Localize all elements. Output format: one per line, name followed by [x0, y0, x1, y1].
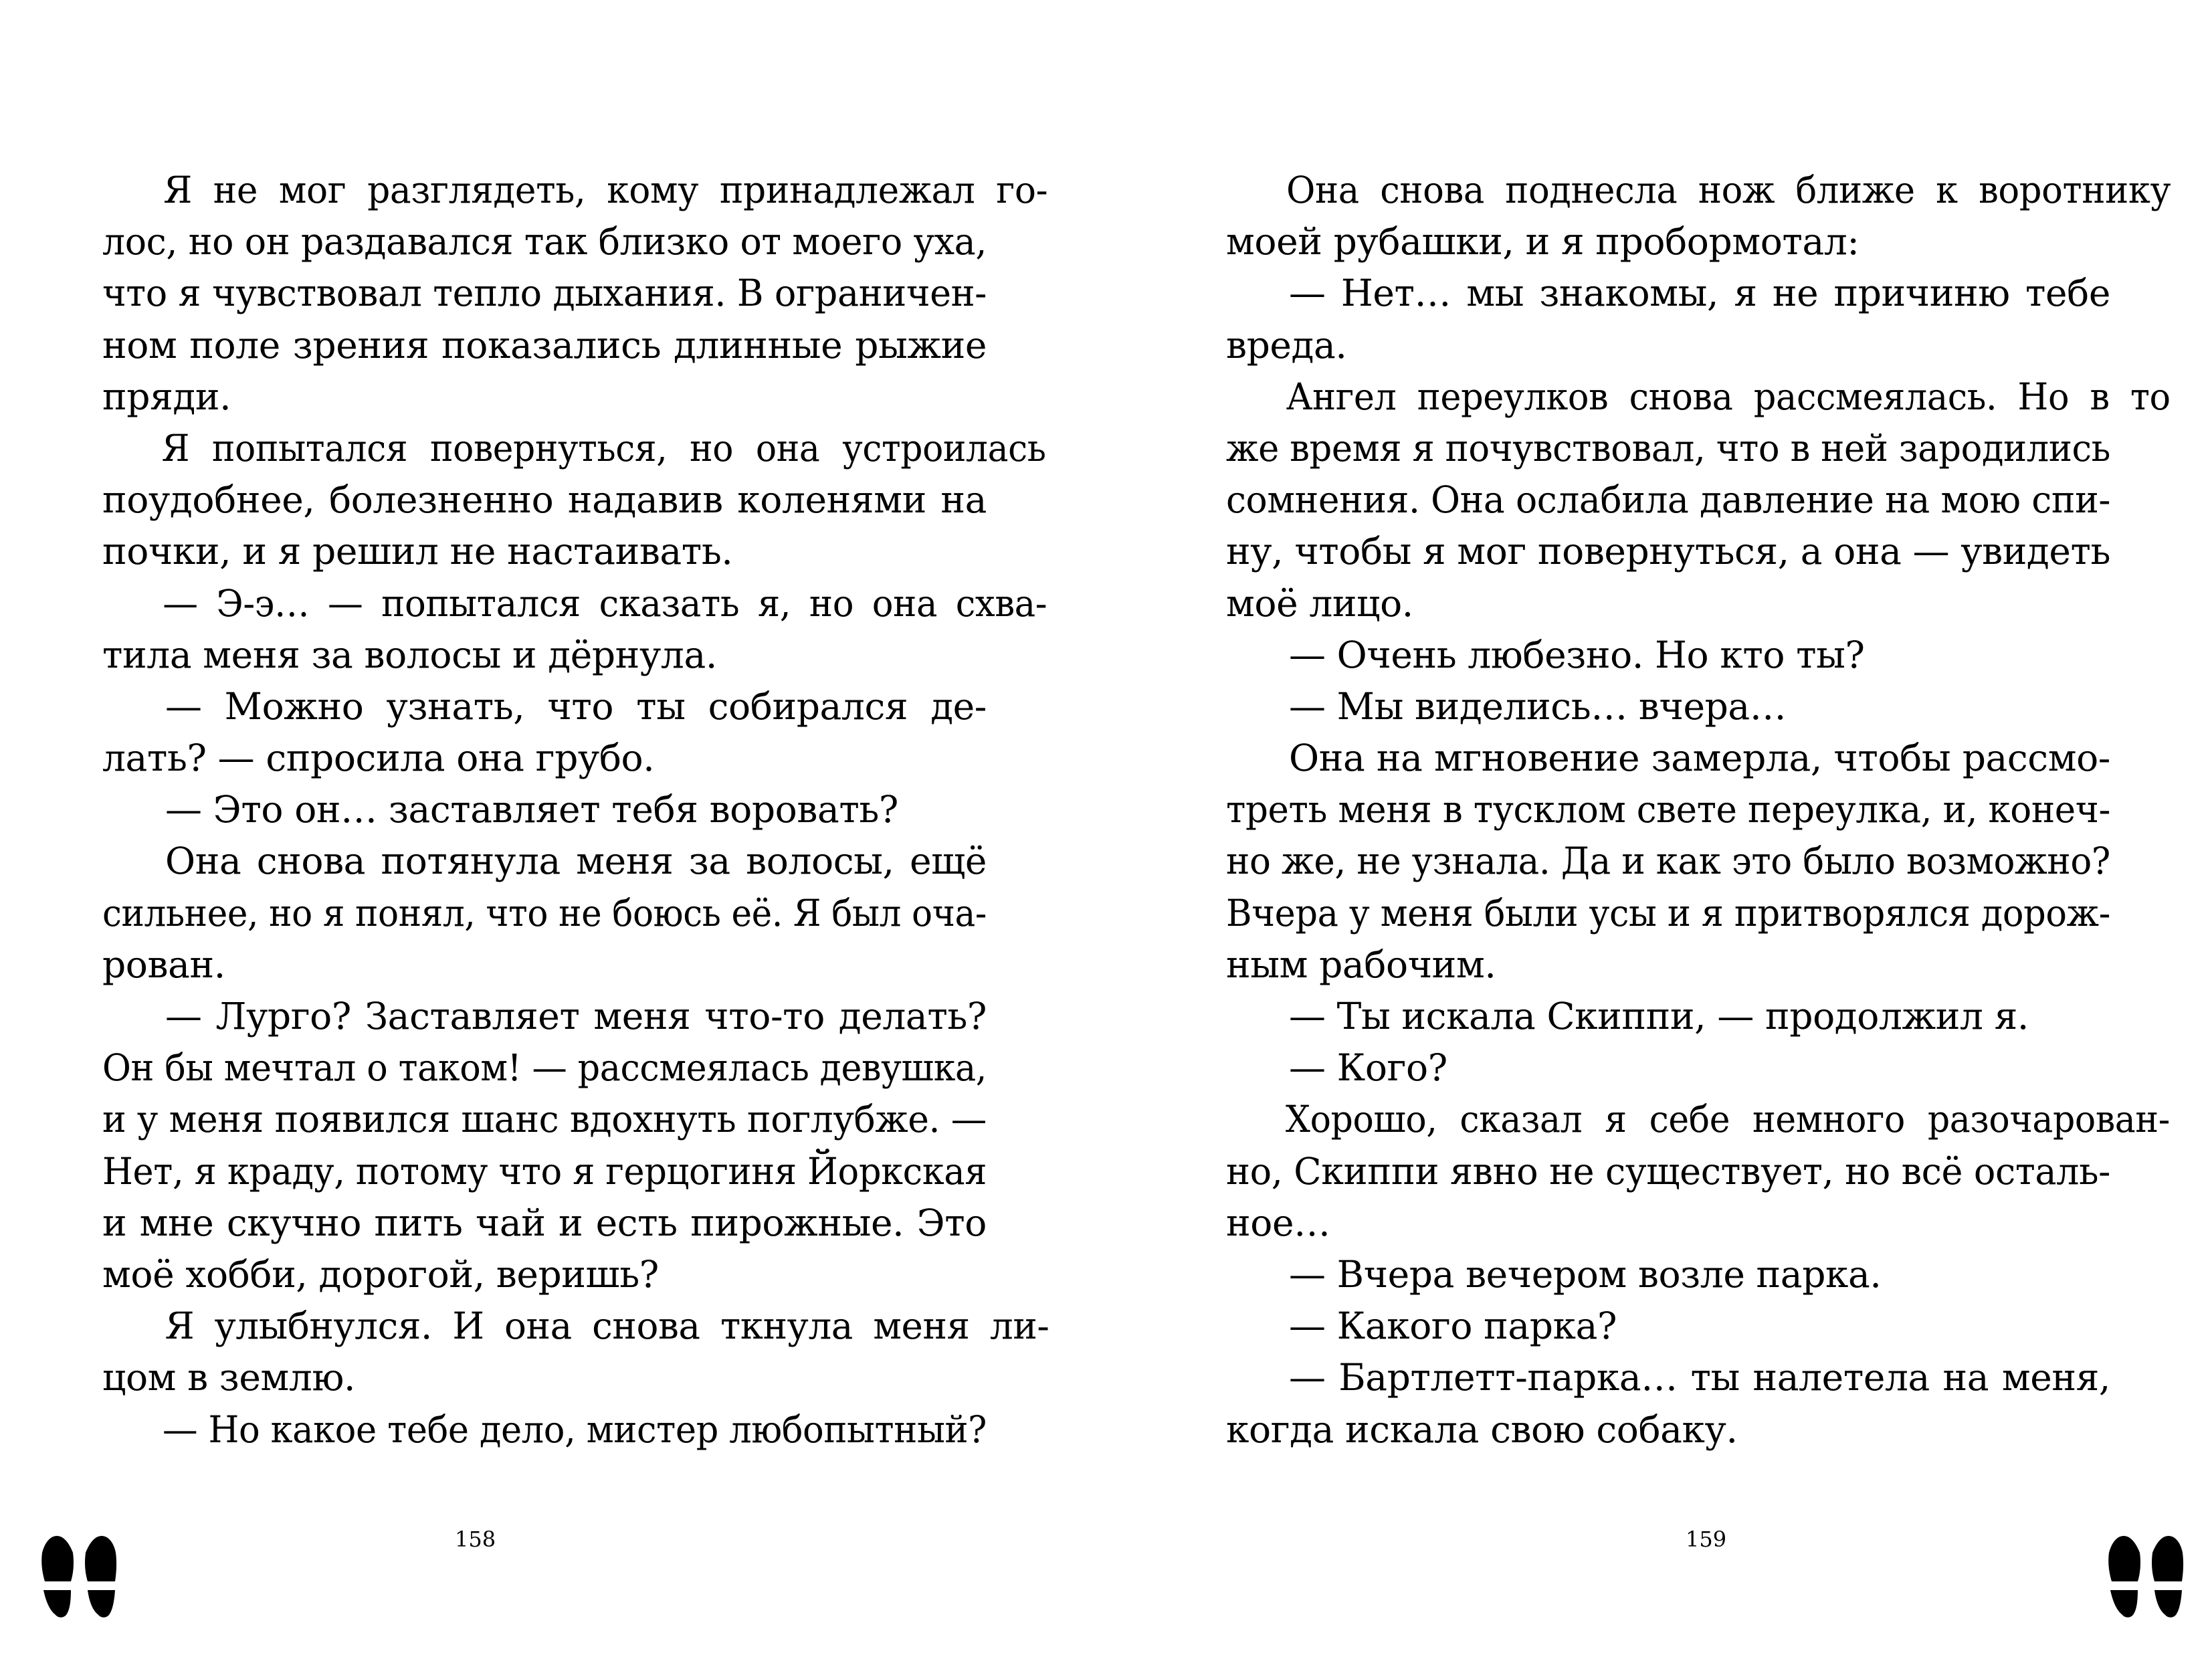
text-line: — Мы виделись… вчера…	[1289, 684, 1787, 728]
text-line: — Очень любезно. Но кто ты?	[1289, 633, 1865, 676]
text-line: что я чувствовал тепло дыхания. В ограничен-	[102, 272, 987, 315]
text-line: тила меня за волосы и дёрнула.	[102, 633, 717, 676]
text-line: — Но какое тебе дело, мистер любопытный?	[162, 1407, 987, 1451]
text-line: Я не мог разглядеть, кому принадлежал го-	[163, 169, 1048, 211]
text-line: цом в землю.	[102, 1356, 356, 1399]
text-line: Нет, я краду, потому что я герцогиня Йоркская	[102, 1149, 987, 1193]
text-line: но, Скиппи явно не существует, но всё осталь-	[1226, 1149, 2110, 1193]
text-line: Хорошо, сказал я себе немного разочарован-	[1285, 1098, 2170, 1141]
text-line: — Ты искала Скиппи, — продолжил я.	[1289, 995, 2029, 1038]
text-line: — Кого?	[1289, 1046, 1447, 1090]
left-page-text	[102, 165, 1049, 1456]
text-line: Она снова поднесла нож ближе к воротнику	[1286, 169, 2171, 211]
text-line: сомнения. Она ослабила давление на мою спи-	[1226, 478, 2111, 522]
text-line: Он бы мечтал о таком! — рассмеялась девушка,	[102, 1046, 987, 1090]
page-number-left: 158	[455, 1527, 496, 1552]
text-line: лать? — спросила она грубо.	[102, 737, 655, 780]
text-line: пряди.	[102, 375, 231, 418]
text-line: ну, чтобы я мог повернуться, а она — увидеть	[1226, 530, 2111, 573]
footprints-icon	[2108, 1536, 2185, 1618]
text-line: моё лицо.	[1226, 581, 1413, 625]
text-line: — Э-э… — попытался сказать я, но она схва-	[163, 581, 1047, 625]
text-line: же время я почувствовал, что в ней зародились	[1226, 426, 2110, 470]
text-line: моё хобби, дорогой, веришь?	[102, 1252, 659, 1296]
footprints-icon	[41, 1536, 118, 1618]
text-line: — Нет… мы знакомы, я не причиню тебе	[1289, 272, 2110, 315]
text-line: рован.	[102, 943, 225, 986]
text-line: треть меня в тусклом свете переулка, и, конеч-	[1226, 788, 2111, 832]
text-line: и мне скучно пить чай и есть пирожные. Это	[102, 1201, 987, 1244]
text-line: Она снова потянула меня за волосы, ещё	[165, 840, 987, 883]
text-line: Она на мгновение замерла, чтобы рассмо-	[1289, 737, 2110, 780]
text-line: Ангел переулков снова рассмеялась. Но в то	[1286, 375, 2171, 418]
text-line: лос, но он раздавался так близко от моего уха,	[102, 220, 987, 264]
text-line: когда искала свою собаку.	[1226, 1407, 1738, 1451]
text-line: Я улыбнулся. И она снова ткнула меня ли-	[165, 1304, 1049, 1348]
text-line: ном поле зрения показались длинные рыжие	[102, 323, 987, 367]
text-line: ным рабочим.	[1226, 943, 1496, 986]
text-line: но же, не узнала. Да и как это было возможно?	[1226, 840, 2110, 883]
text-line: Я попытался повернуться, но она устроилась	[161, 426, 1046, 470]
text-line: ное…	[1226, 1201, 1330, 1244]
text-line: — Лурго? Заставляет меня что-то делать?	[165, 995, 987, 1038]
text-line: — Бартлетт-парка… ты налетела на меня,	[1289, 1356, 2110, 1399]
text-line: — Какого парка?	[1289, 1304, 1617, 1348]
right-page-text	[1226, 165, 2171, 1456]
text-line: моей рубашки, и я пробормотал:	[1226, 220, 1859, 264]
text-line: — Вчера вечером возле парка.	[1289, 1252, 1882, 1296]
text-line: и у меня появился шанс вдохнуть поглубже. —	[102, 1098, 987, 1141]
text-line: почки, и я решил не настаивать.	[102, 530, 733, 573]
text-line: сильнее, но я понял, что не боюсь её. Я был оча-	[102, 891, 987, 935]
text-line: — Это он… заставляет тебя воровать?	[165, 788, 898, 832]
text-line: — Можно узнать, что ты собирался де-	[165, 684, 987, 728]
text-line: Вчера у меня были усы и я притворялся дорож-	[1226, 891, 2110, 935]
text-line: поудобнее, болезненно надавив коленями на	[102, 478, 987, 522]
page-number-right: 159	[1686, 1527, 1727, 1552]
right-page	[1106, 0, 2212, 1659]
text-line: вреда.	[1226, 323, 1347, 367]
